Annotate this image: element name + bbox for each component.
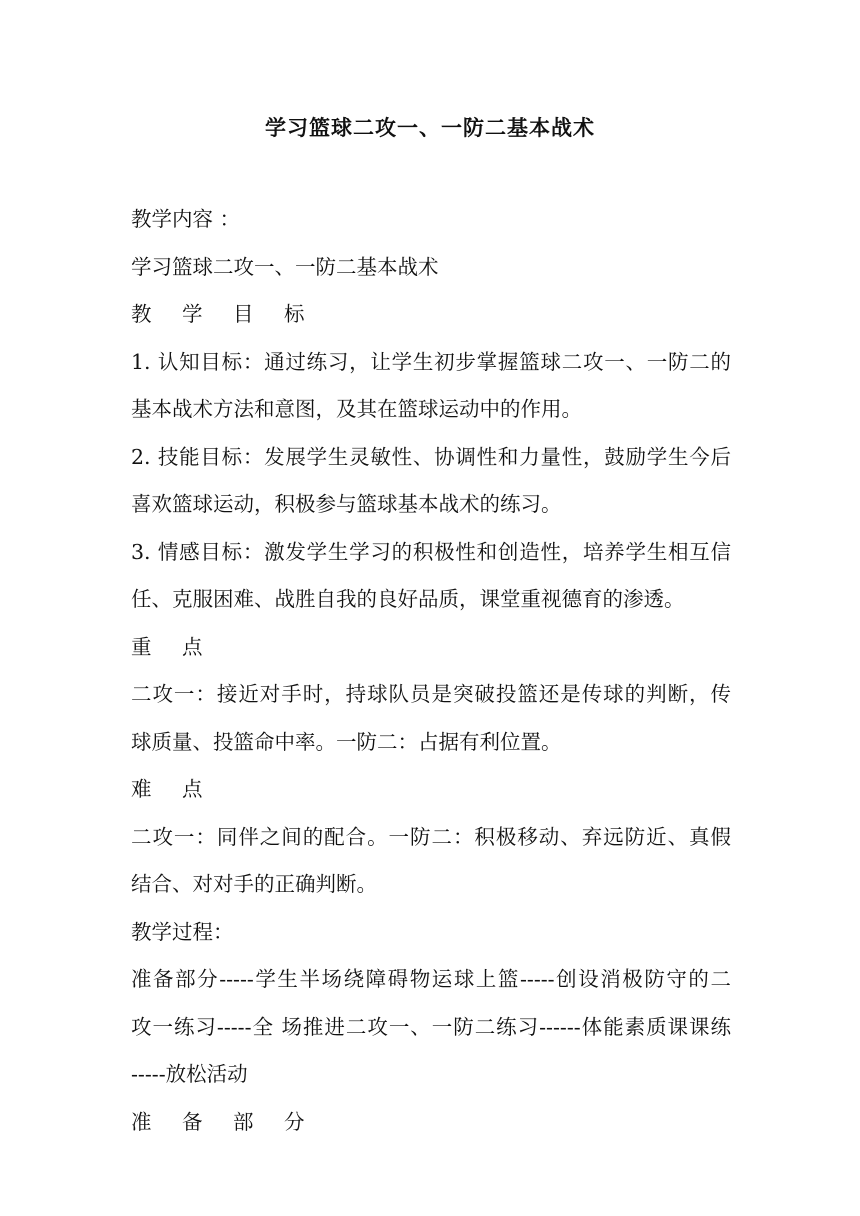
process-line-2: 攻一练习-----全 场推进二攻一、一防二练习------体能素质课课练 — [131, 1014, 731, 1039]
process-line-1: 准备部分-----学生半场绕障碍物运球上篮-----创设消极防守的二 — [131, 967, 731, 991]
difficulties-line-2: 结合、对对手的正确判断。 — [131, 872, 377, 896]
document-body — [131, 196, 731, 1146]
objective-3-line-2: 任、克服困难、战胜自我的良好品质，课堂重视德育的渗透。 — [131, 587, 685, 611]
objective-1-line-2: 基本战术方法和意图，及其在篮球运动中的作用。 — [131, 397, 582, 421]
section-heading-process: 教学过程： — [131, 919, 234, 944]
content-text: 学习篮球二攻一、一防二基本战术 — [131, 254, 439, 279]
objective-3-line-1: 3. 情感目标：激发学生学习的积极性和创造性，培养学生相互信 — [131, 539, 731, 564]
document-title: 学习篮球二攻一、一防二基本战术 — [265, 116, 595, 140]
objective-1-line-1: 1. 认知目标：通过练习，让学生初步掌握篮球二攻一、一防二的 — [131, 349, 731, 374]
section-heading-objectives: 教 学 目 标 — [131, 302, 317, 326]
section-label-content: 教学内容 ： — [131, 207, 241, 231]
key-points-line-2: 球质量、投篮命中率。一防二：占据有利位置。 — [131, 729, 562, 754]
process-line-3: -----放松活动 — [131, 1062, 248, 1086]
section-heading-preparation: 准 备 部 分 — [131, 1109, 317, 1134]
section-heading-difficulties: 难 点 — [131, 777, 215, 801]
key-points-line-1: 二攻一：接近对手时，持球队员是突破投篮还是传球的判断，传 — [131, 682, 731, 706]
objective-2-line-1: 2. 技能目标：发展学生灵敏性、协调性和力量性，鼓励学生今后 — [131, 444, 731, 469]
objective-2-line-2: 喜欢篮球运动，积极参与篮球基本战术的练习。 — [131, 492, 562, 516]
section-heading-key-points: 重 点 — [131, 634, 215, 659]
difficulties-line-1: 二攻一：同伴之间的配合。一防二：积极移动、弃远防近、真假 — [131, 824, 731, 849]
